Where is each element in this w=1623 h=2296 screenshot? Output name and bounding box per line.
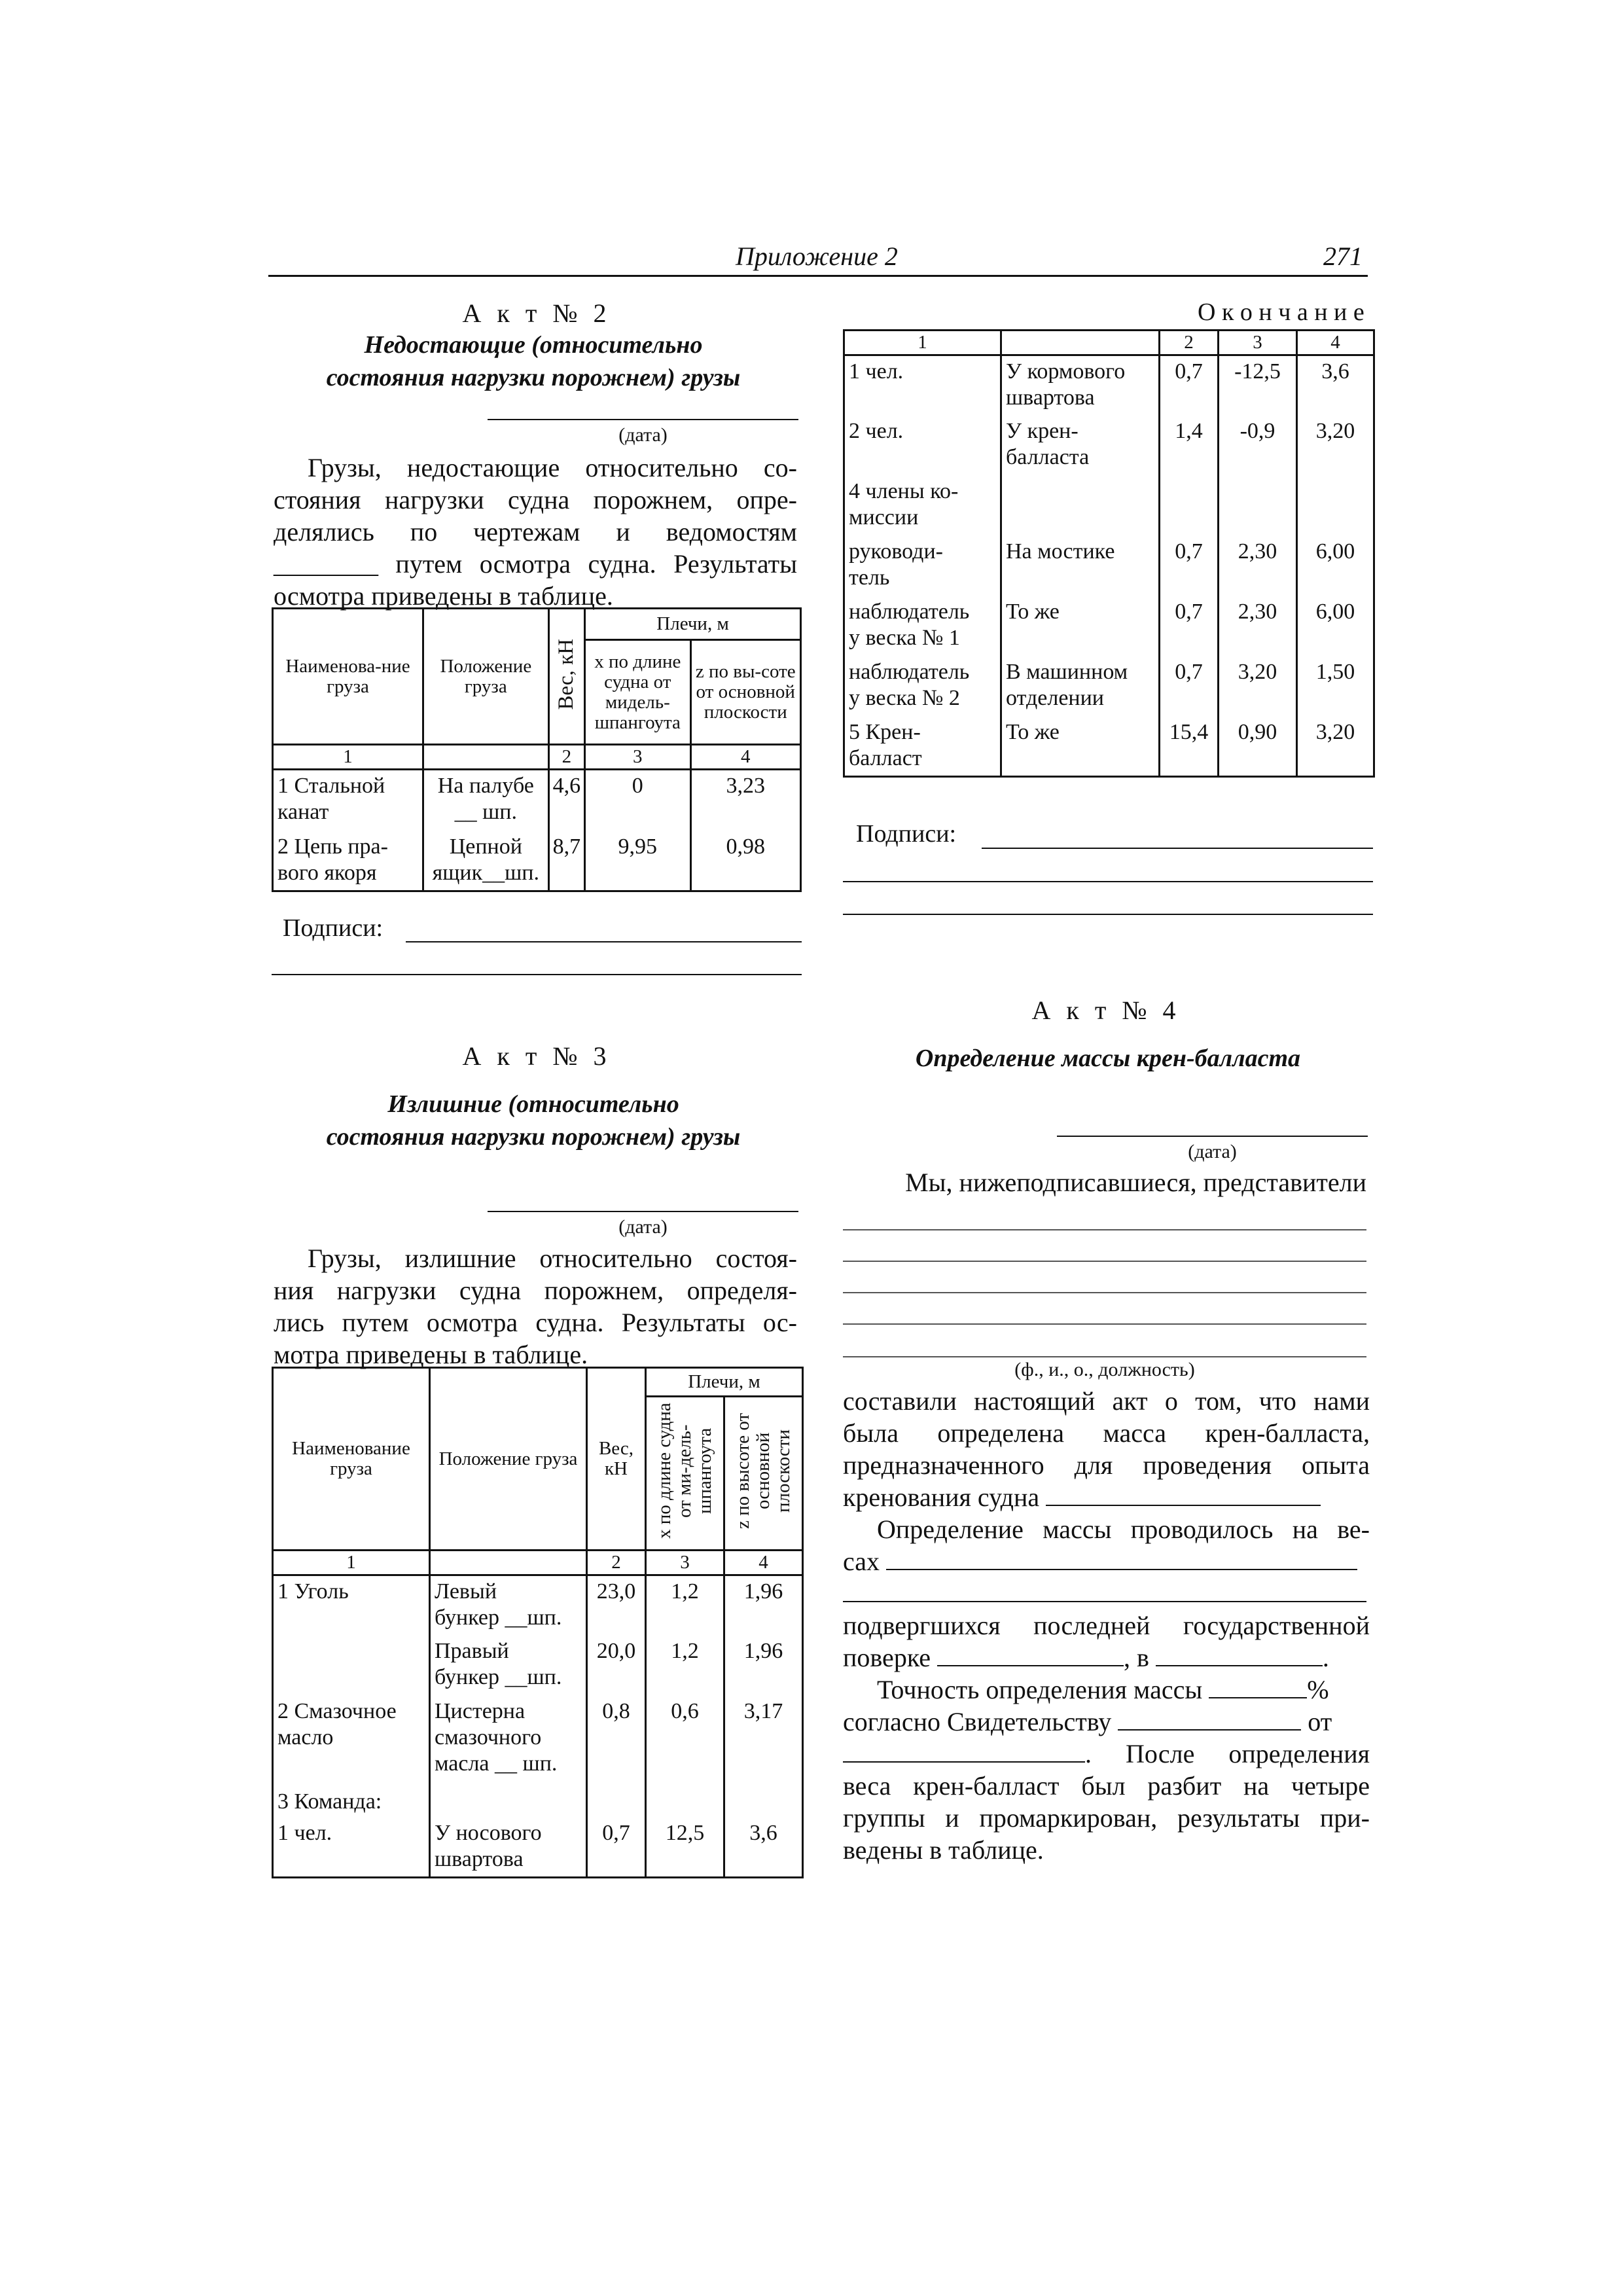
act2-col-weight-header [548, 609, 584, 745]
cell-weight: 4,6 [548, 770, 584, 831]
act2-heading: А к т № 2 [462, 298, 611, 328]
cell-text: смазочного [435, 1725, 542, 1749]
act2-intro-line: Грузы, недостающие относительно со- [308, 453, 797, 482]
act4-body-text: поверке [843, 1643, 931, 1672]
cell-text: вого якоря [277, 860, 377, 885]
cell-text: 2 Смазочное [277, 1698, 397, 1723]
act3-date-caption: (дата) [618, 1216, 668, 1238]
cell-weight: 23,0 [587, 1575, 646, 1636]
act2-date-caption: (дата) [618, 424, 668, 446]
cell-name [273, 1636, 430, 1696]
act4-representatives-line [843, 1292, 1366, 1293]
act3-col-x-header [646, 1397, 724, 1551]
act4-body-line [843, 1481, 1370, 1513]
act2-col-name-header: Наименова-ние груза [273, 609, 423, 745]
cell-text: 1 Стальной [277, 774, 385, 798]
continuation-signature-line [843, 914, 1373, 915]
act4-body-line: веса крен-балласт был разбит на четыре [843, 1771, 1370, 1801]
continuation-signature-line [843, 881, 1373, 882]
cell-z: 3,17 [724, 1696, 803, 1786]
act4-representatives-line [843, 1261, 1366, 1262]
act3-subtitle-line: Излишние (относительно [387, 1090, 679, 1118]
cell-name [844, 656, 1001, 717]
act3-col-z-header [724, 1397, 803, 1551]
cell-text: канат [277, 800, 329, 824]
cell-z: 1,96 [724, 1575, 803, 1636]
table-col-number: 2 [1160, 331, 1219, 355]
cell-text: __ шп. [454, 800, 517, 824]
cell-text: 5 Крен- [849, 719, 921, 744]
cell-text: ящик__шп. [432, 860, 540, 885]
table-col-number: 1 [844, 331, 1001, 355]
cell-name [844, 355, 1001, 416]
act2-intro-line: осмотра приведены в таблице. [274, 581, 613, 611]
cell-z: 3,6 [724, 1818, 803, 1878]
cell-x: 0 [585, 770, 690, 831]
cell-z [724, 1786, 803, 1818]
cell-text: швартова [435, 1846, 524, 1871]
cell-name [273, 1696, 430, 1786]
cell-weight: 0,8 [587, 1696, 646, 1786]
table-col-number: 2 [548, 745, 584, 770]
cell-text: То же [1006, 719, 1060, 744]
cell-x [1219, 476, 1297, 536]
act4-scales-blank [886, 1545, 1357, 1570]
cell-z: 1,50 [1297, 656, 1374, 717]
table-row [844, 656, 1374, 717]
act3-col-weight-header: Вес, кН [587, 1368, 646, 1551]
table-col-number: 4 [724, 1551, 803, 1575]
act3-col-arms-header: Плечи, м [646, 1368, 803, 1397]
act4-verify-date-blank [937, 1641, 1124, 1666]
header-rule [268, 275, 1368, 277]
cell-text: наблюдатель [849, 659, 970, 684]
act2-intro-line: стояния нагрузки судна порожнем, опре- [274, 485, 797, 514]
act4-body-line [843, 1706, 1370, 1738]
table-row [844, 596, 1374, 656]
cell-text: 4 члены ко- [849, 478, 959, 503]
cell-text: 2 Цепь пра- [277, 834, 388, 859]
cell-text: У носового [435, 1820, 542, 1845]
table-col-number: 3 [585, 745, 690, 770]
act3-intro-line: мотра приведены в таблице. [274, 1340, 588, 1369]
cell-text: швартова [1006, 386, 1095, 410]
act4-body-text: согласно Свидетельству [843, 1707, 1112, 1736]
act4-body-line: составили настоящий акт о том, что нами [843, 1386, 1370, 1416]
cell-position [430, 1786, 587, 1818]
cell-position [1001, 476, 1160, 536]
act4-body-text: . После определения [1085, 1739, 1370, 1768]
cell-z: 3,23 [690, 770, 801, 831]
cell-text: 1 Уголь [277, 1579, 349, 1604]
act4-body-text: Точность определения массы [877, 1675, 1203, 1704]
cell-position [1001, 355, 1160, 416]
cell-z [1297, 476, 1374, 536]
act3-x-header-text: x по длине судна от ми-дель-шпангоута [654, 1403, 715, 1539]
table-col-number: 1 [273, 745, 423, 770]
act4-body-text: % [1307, 1675, 1329, 1704]
act4-body-text: , в [1124, 1643, 1149, 1672]
act3-intro-line: ния нагрузки судна порожнем, определя- [274, 1276, 797, 1305]
cell-weight [1160, 476, 1219, 536]
table-row [273, 1575, 803, 1636]
act3-table [272, 1367, 804, 1878]
cell-x: 3,20 [1219, 656, 1297, 717]
act3-date-line [488, 1211, 798, 1212]
cell-position [423, 831, 548, 891]
table-row [273, 1696, 803, 1786]
table-row [273, 1818, 803, 1878]
act2-table [272, 607, 802, 892]
cell-x: 0,90 [1219, 717, 1297, 777]
cell-position [423, 770, 548, 831]
act4-subtitle: Определение массы крен-балласта [915, 1045, 1301, 1072]
cell-text: наблюдатель [849, 599, 970, 624]
table-col-number: 4 [1297, 331, 1374, 355]
cell-z: 3,6 [1297, 355, 1374, 416]
cell-z: 6,00 [1297, 596, 1374, 656]
table-col-number: 1 [273, 1551, 430, 1575]
cell-z: 3,20 [1297, 416, 1374, 476]
table-row [273, 770, 801, 831]
cell-position [1001, 656, 1160, 717]
cell-text: у веска № 1 [849, 625, 960, 650]
act3-subtitle [268, 1088, 798, 1153]
cell-text: На мостике [1006, 539, 1115, 564]
act4-accuracy-blank [1209, 1674, 1307, 1698]
act2-signature-line [406, 941, 802, 942]
act4-body-line [843, 1577, 1370, 1609]
cell-text: Цистерна [435, 1698, 526, 1723]
cell-name [844, 476, 1001, 536]
table-row [273, 831, 801, 891]
cell-x: 0,6 [646, 1696, 724, 1786]
table-col-number [1001, 331, 1160, 355]
act4-body-line [843, 1674, 1370, 1706]
cell-text: отделении [1006, 685, 1104, 710]
cell-x: -0,9 [1219, 416, 1297, 476]
act3-col-position-header: Положение груза [430, 1368, 587, 1551]
cell-text: 1 чел. [277, 1820, 332, 1845]
cell-x: 1,2 [646, 1636, 724, 1696]
table-row [273, 1636, 803, 1696]
act4-representatives-line [843, 1229, 1366, 1230]
cell-x [646, 1786, 724, 1818]
cell-position [430, 1696, 587, 1786]
act4-body-text: кренования судна [843, 1482, 1040, 1512]
cell-text: масла __ шп. [435, 1751, 558, 1776]
continuation-signature-line [982, 848, 1373, 849]
act2-col-position-header: Положение груза [423, 609, 548, 745]
cell-name [273, 831, 423, 891]
cell-position [430, 1636, 587, 1696]
table-col-number: 3 [1219, 331, 1297, 355]
act4-body-line: была определена масса крен-балласта, [843, 1418, 1370, 1448]
cell-z: 0,98 [690, 831, 801, 891]
table-row [844, 717, 1374, 777]
table-row [844, 416, 1374, 476]
act2-subtitle [268, 329, 798, 394]
cell-text: бункер __шп. [435, 1605, 562, 1630]
act4-body-line: предназначенного для проведения опыта [843, 1450, 1370, 1480]
cell-x: 1,2 [646, 1575, 724, 1636]
cell-position [1001, 596, 1160, 656]
act4-body-line [843, 1545, 1370, 1577]
table-col-number: 4 [690, 745, 801, 770]
cell-text: тель [849, 565, 890, 590]
act3-subtitle-line: состояния нагрузки порожнем) грузы [326, 1123, 741, 1151]
cell-text: Правый [435, 1638, 509, 1663]
act4-intro: Мы, нижеподписавшиеся, представители [905, 1168, 1366, 1197]
act4-body-line: Определение массы проводилось на ве- [877, 1515, 1370, 1544]
cell-name [844, 596, 1001, 656]
cell-text: Цепной [449, 834, 522, 859]
cell-text: бункер __шп. [435, 1664, 562, 1689]
act3-heading: А к т № 3 [462, 1041, 611, 1071]
cell-x: -12,5 [1219, 355, 1297, 416]
cell-text: Левый [435, 1579, 497, 1604]
act2-subtitle-line: состояния нагрузки порожнем) грузы [326, 364, 741, 391]
cell-position [1001, 717, 1160, 777]
cell-name [273, 1575, 430, 1636]
act2-subtitle-line: Недостающие (относительно [364, 331, 703, 359]
cell-text: миссии [849, 505, 919, 529]
cell-text: руководи- [849, 539, 944, 564]
act4-body [843, 1385, 1370, 1866]
act2-intro [274, 452, 797, 612]
cell-weight: 0,7 [1160, 355, 1219, 416]
cell-weight [587, 1786, 646, 1818]
table-col-number: 2 [587, 1551, 646, 1575]
cell-x: 2,30 [1219, 536, 1297, 596]
act4-representatives-line [843, 1356, 1366, 1357]
cell-z: 1,96 [724, 1636, 803, 1696]
cell-weight: 0,7 [1160, 596, 1219, 656]
act3-intro-line: лись путем осмотра судна. Результаты ос- [274, 1308, 797, 1337]
cell-text: У кормового [1006, 359, 1126, 384]
cell-position [1001, 536, 1160, 596]
act2-weight-header-text: Вес, кН [554, 638, 579, 710]
cell-z: 3,20 [1297, 717, 1374, 777]
act4-body-line: поверке , в . [843, 1643, 1329, 1672]
act2-date-line [488, 419, 798, 420]
act4-body-text: от [1308, 1707, 1332, 1736]
act4-body-line: группы и промаркирован, результаты при- [843, 1803, 1370, 1833]
act4-cert-date-blank [843, 1738, 1085, 1763]
act2-col-arms-header: Плечи, м [585, 609, 801, 640]
act3-intro [274, 1242, 797, 1371]
cell-weight: 15,4 [1160, 717, 1219, 777]
act4-date-line [1057, 1136, 1368, 1137]
act4-vessel-blank [1046, 1481, 1321, 1506]
table-col-number: 3 [646, 1551, 724, 1575]
act4-body-line: подвергшихся последней государственной [843, 1611, 1370, 1640]
table-col-number [430, 1551, 587, 1575]
act4-body-line [843, 1738, 1370, 1770]
cell-weight: 0,7 [587, 1818, 646, 1878]
cell-position [430, 1575, 587, 1636]
cell-text: То же [1006, 599, 1060, 624]
act2-intro-line: делялись по чертежам и ведомостям [274, 517, 797, 547]
act2-intro-line: ________ путем осмотра судна. Результаты [274, 549, 797, 579]
cell-position [430, 1818, 587, 1878]
act3-z-header-text: z по высоте от основной плоскости [732, 1412, 794, 1530]
table-row [844, 355, 1374, 416]
cell-text: 2 чел. [849, 418, 904, 443]
continuation-table [843, 329, 1375, 778]
act3-intro-line: Грузы, излишние относительно состоя- [308, 1244, 797, 1273]
table-row [844, 476, 1374, 536]
cell-x: 2,30 [1219, 596, 1297, 656]
continuation-signatures-label: Подписи: [856, 820, 957, 848]
cell-name [844, 416, 1001, 476]
cell-weight: 8,7 [548, 831, 584, 891]
act2-signatures-label: Подписи: [283, 914, 383, 942]
table-row [273, 1786, 803, 1818]
cell-weight: 0,7 [1160, 656, 1219, 717]
cell-text: балласта [1006, 444, 1090, 469]
act4-date-caption: (дата) [1188, 1141, 1237, 1162]
cell-name [844, 536, 1001, 596]
cell-name [273, 1818, 430, 1878]
act2-signature-line [272, 974, 802, 975]
cell-name [273, 770, 423, 831]
cell-text: 3 Команда: [277, 1789, 382, 1814]
cell-weight: 0,7 [1160, 536, 1219, 596]
cell-text: 1 чел. [849, 359, 904, 384]
cell-name [273, 1786, 430, 1818]
act3-col-name-header: Наименование груза [273, 1368, 430, 1551]
act4-body-line: ведены в таблице. [843, 1835, 1044, 1865]
cell-text: У крен- [1006, 418, 1079, 443]
cell-weight: 20,0 [587, 1636, 646, 1696]
act4-scales-blank-2 [843, 1577, 1366, 1602]
act4-verify-place-blank [1156, 1641, 1323, 1666]
act4-representatives-line [843, 1323, 1366, 1325]
cell-position [1001, 416, 1160, 476]
act4-fio-caption: (ф., и., о., должность) [1014, 1359, 1195, 1380]
cell-text: масло [277, 1725, 334, 1749]
running-header-title: Приложение 2 [736, 242, 898, 271]
cell-weight: 1,4 [1160, 416, 1219, 476]
act4-cert-number-blank [1118, 1706, 1301, 1731]
cell-text: На палубе [437, 774, 534, 798]
cell-text: у веска № 2 [849, 685, 960, 710]
continuation-label: О к о н ч а н и е [1198, 298, 1364, 326]
act2-col-x-header: x по длине судна от мидель-шпангоута [585, 640, 690, 745]
table-row [844, 536, 1374, 596]
cell-text: балласт [849, 745, 922, 770]
cell-text: В машинном [1006, 659, 1128, 684]
act4-body-text: сах [843, 1547, 880, 1576]
cell-x: 9,95 [585, 831, 690, 891]
table-col-number [423, 745, 548, 770]
act4-heading: А к т № 4 [1031, 996, 1181, 1025]
cell-x: 12,5 [646, 1818, 724, 1878]
act2-col-z-header: z по вы-соте от основной плоскости [690, 640, 801, 745]
cell-name [844, 717, 1001, 777]
cell-z: 6,00 [1297, 536, 1374, 596]
page-number: 271 [1323, 242, 1363, 271]
